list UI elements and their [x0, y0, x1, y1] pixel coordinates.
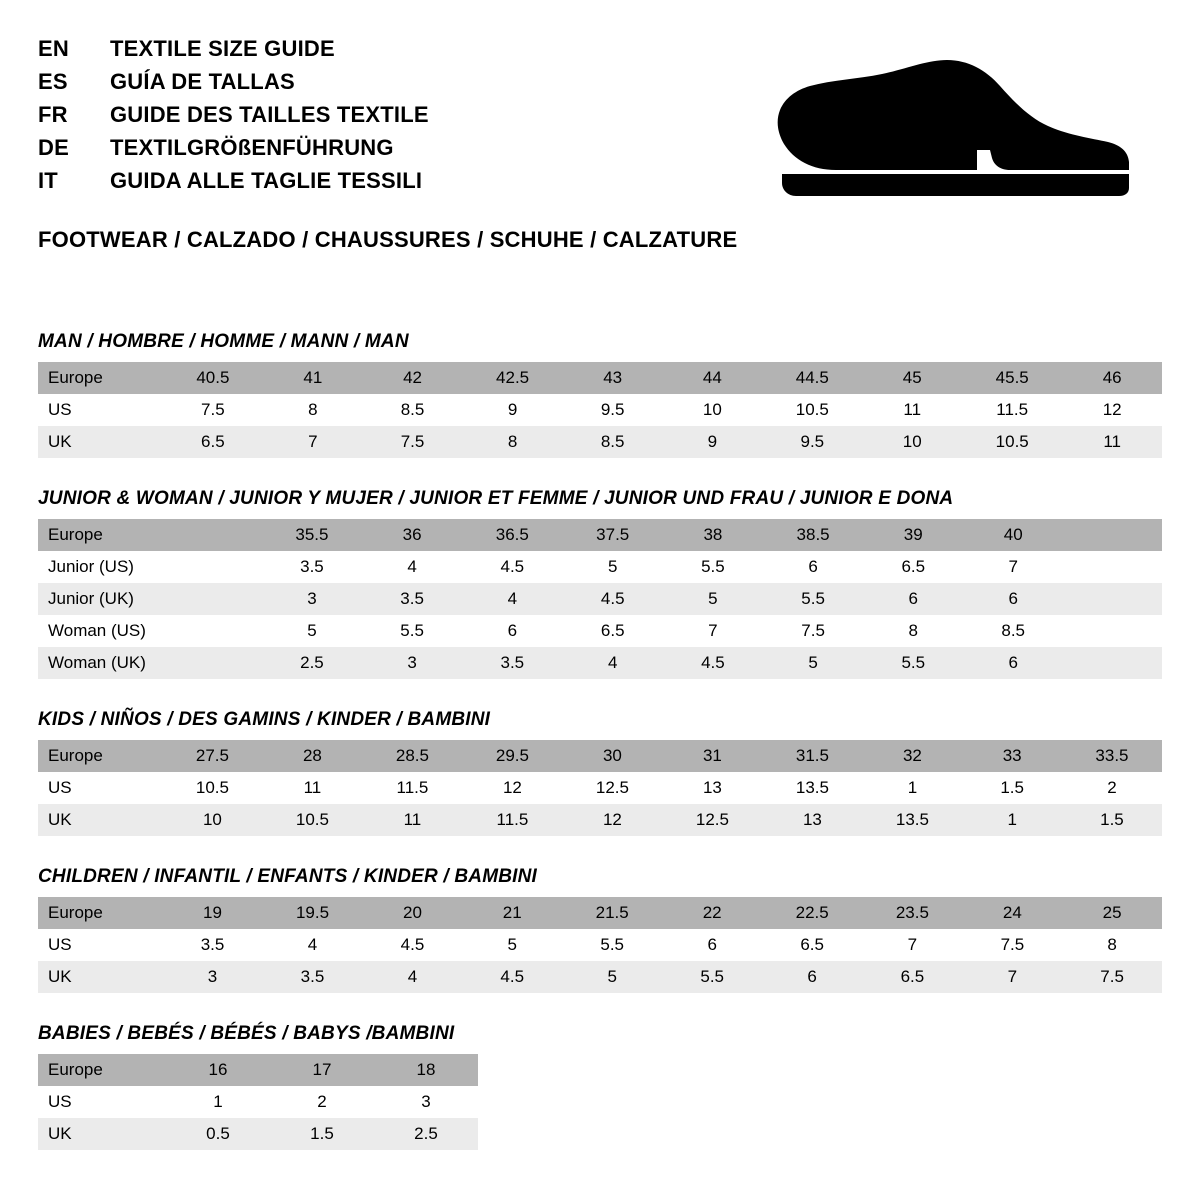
- row-label: Europe: [38, 1054, 166, 1086]
- cell: 29.5: [462, 740, 562, 772]
- cell: 3.5: [163, 929, 263, 961]
- cell: 18: [374, 1054, 478, 1086]
- cell: 3.5: [462, 647, 562, 679]
- table-row: [38, 362, 1162, 394]
- section-title: CHILDREN / INFANTIL / ENFANTS / KINDER / BAMBINI: [38, 866, 538, 887]
- cell: 6: [763, 551, 863, 583]
- table-row: [38, 647, 1162, 679]
- cell: 4: [563, 647, 663, 679]
- cell: 22.5: [762, 897, 862, 929]
- cell: 6: [863, 583, 963, 615]
- section-kids: [38, 709, 1162, 836]
- size-table: [38, 1054, 478, 1150]
- cell: 40.5: [163, 362, 263, 394]
- cell: 4: [363, 961, 463, 993]
- cell: 41: [263, 362, 363, 394]
- language-code: FR: [38, 102, 68, 127]
- size-table: [38, 362, 1162, 458]
- cell: 3: [262, 583, 362, 615]
- language-code: EN: [38, 36, 69, 61]
- cell: 5.5: [663, 551, 763, 583]
- cell: 10.5: [262, 804, 362, 836]
- cell: 8.5: [963, 615, 1063, 647]
- cell: 44.5: [762, 362, 862, 394]
- table-row: [38, 1054, 478, 1086]
- cell: 5: [262, 615, 362, 647]
- cell: 10.5: [762, 394, 862, 426]
- section-children: [38, 866, 1162, 993]
- page-header: [38, 36, 1162, 253]
- cell: 1.5: [270, 1118, 374, 1150]
- cell: 12: [462, 772, 562, 804]
- cell: 5: [562, 961, 662, 993]
- cell: 2.5: [374, 1118, 478, 1150]
- language-title: TEXTILGRÖßENFÜHRUNG: [110, 135, 394, 160]
- table-row: [38, 394, 1162, 426]
- cell: 5: [663, 583, 763, 615]
- cell: 9.5: [762, 426, 862, 458]
- cell: 39: [863, 519, 963, 551]
- cell: 11: [262, 772, 362, 804]
- cell: 35.5: [262, 519, 362, 551]
- cell: 4.5: [462, 551, 562, 583]
- cell: 33: [962, 740, 1061, 772]
- cell: 8: [863, 615, 963, 647]
- cell: 11.5: [962, 394, 1062, 426]
- cell: 6: [462, 615, 562, 647]
- cell: 10: [162, 804, 262, 836]
- row-label: Europe: [38, 740, 162, 772]
- row-label: US: [38, 394, 163, 426]
- cell: [1063, 615, 1162, 647]
- row-label: UK: [38, 1118, 166, 1150]
- table-row: [38, 772, 1162, 804]
- cell: 3: [374, 1086, 478, 1118]
- cell: 10.5: [962, 426, 1062, 458]
- cell: 21.5: [562, 897, 662, 929]
- cell: 9.5: [563, 394, 663, 426]
- cell: 11: [1062, 426, 1162, 458]
- cell: 1.5: [962, 772, 1061, 804]
- row-label: UK: [38, 426, 163, 458]
- cell: [1063, 519, 1162, 551]
- row-label: UK: [38, 804, 162, 836]
- cell: 4: [262, 929, 362, 961]
- cell: 8: [462, 426, 562, 458]
- cell: 1: [862, 772, 962, 804]
- cell: 4: [462, 583, 562, 615]
- cell: 5: [462, 929, 562, 961]
- cell: 3.5: [262, 551, 362, 583]
- cell: 12: [562, 804, 662, 836]
- cell: 25: [1062, 897, 1162, 929]
- cell: 4.5: [462, 961, 562, 993]
- cell: 6.5: [163, 426, 263, 458]
- cell: 24: [963, 897, 1063, 929]
- row-label: US: [38, 1086, 166, 1118]
- cell: 10.5: [162, 772, 262, 804]
- language-code: ES: [38, 69, 68, 94]
- cell: 31.5: [762, 740, 862, 772]
- cell: 6.5: [862, 961, 962, 993]
- cell: 21: [462, 897, 562, 929]
- table-row: [38, 426, 1162, 458]
- cell: 12: [1062, 394, 1162, 426]
- cell: 0.5: [166, 1118, 270, 1150]
- cell: [163, 615, 262, 647]
- cell: 46: [1062, 362, 1162, 394]
- cell: 27.5: [162, 740, 262, 772]
- language-code: DE: [38, 135, 69, 160]
- cell: 32: [862, 740, 962, 772]
- cell: 5: [763, 647, 863, 679]
- language-title: GUÍA DE TALLAS: [110, 69, 295, 94]
- row-label: Woman (US): [38, 615, 163, 647]
- cell: 9: [663, 426, 763, 458]
- cell: 7: [663, 615, 763, 647]
- table-row: [38, 804, 1162, 836]
- cell: 6: [963, 583, 1063, 615]
- cell: 3: [362, 647, 462, 679]
- cell: 19.5: [262, 897, 362, 929]
- cell: 28.5: [362, 740, 462, 772]
- cell: 7.5: [963, 929, 1063, 961]
- cell: 10: [663, 394, 763, 426]
- cell: 45.5: [962, 362, 1062, 394]
- row-label: US: [38, 772, 162, 804]
- cell: 5.5: [763, 583, 863, 615]
- cell: [163, 551, 262, 583]
- table-row: [38, 615, 1162, 647]
- cell: 7.5: [763, 615, 863, 647]
- table-row: [38, 740, 1162, 772]
- cell: 10: [862, 426, 962, 458]
- row-label: Junior (UK): [38, 583, 163, 615]
- table-row: [38, 583, 1162, 615]
- table-row: [38, 1086, 478, 1118]
- cell: 7.5: [163, 394, 263, 426]
- cell: 4.5: [663, 647, 763, 679]
- cell: 20: [363, 897, 463, 929]
- cell: 38: [663, 519, 763, 551]
- cell: 16: [166, 1054, 270, 1086]
- size-tables: [38, 331, 1162, 1150]
- cell: 5.5: [863, 647, 963, 679]
- cell: 7: [263, 426, 363, 458]
- cell: 9: [462, 394, 562, 426]
- cell: [1063, 647, 1162, 679]
- section-babies: [38, 1023, 1162, 1150]
- language-code: IT: [38, 168, 58, 193]
- cell: 4.5: [563, 583, 663, 615]
- category-title: FOOTWEAR / CALZADO / CHAUSSURES / SCHUHE / CALZATURE: [38, 227, 738, 252]
- cell: 2: [270, 1086, 374, 1118]
- size-table: [38, 519, 1162, 679]
- table-row: [38, 551, 1162, 583]
- cell: 7.5: [363, 426, 463, 458]
- cell: 8.5: [363, 394, 463, 426]
- cell: 6: [963, 647, 1063, 679]
- cell: 42: [363, 362, 463, 394]
- section-title: JUNIOR & WOMAN / JUNIOR Y MUJER / JUNIOR ET FEMME / JUNIOR UND FRAU / JUNIOR E DONA: [38, 488, 954, 509]
- cell: 7: [862, 929, 962, 961]
- cell: 36: [362, 519, 462, 551]
- cell: 6: [662, 929, 762, 961]
- cell: 2.5: [262, 647, 362, 679]
- cell: 13.5: [862, 804, 962, 836]
- row-label: Europe: [38, 362, 163, 394]
- cell: 3.5: [262, 961, 362, 993]
- cell: 4: [362, 551, 462, 583]
- cell: 2: [1062, 772, 1162, 804]
- cell: 37.5: [563, 519, 663, 551]
- cell: 5: [563, 551, 663, 583]
- section-junior-woman: [38, 488, 1162, 679]
- row-label: Europe: [38, 519, 163, 551]
- cell: 30: [562, 740, 662, 772]
- language-title: GUIDE DES TAILLES TEXTILE: [110, 102, 429, 127]
- row-label: Junior (US): [38, 551, 163, 583]
- size-table: [38, 740, 1162, 836]
- section-man: [38, 331, 1162, 458]
- table-row: [38, 1118, 478, 1150]
- cell: 28: [262, 740, 362, 772]
- cell: 13.5: [762, 772, 862, 804]
- dress-shoe-icon: [772, 52, 1132, 202]
- table-row: [38, 929, 1162, 961]
- size-table: [38, 897, 1162, 993]
- table-row: [38, 897, 1162, 929]
- cell: 42.5: [462, 362, 562, 394]
- cell: 38.5: [763, 519, 863, 551]
- cell: 12.5: [662, 804, 762, 836]
- cell: 6.5: [863, 551, 963, 583]
- cell: [1063, 583, 1162, 615]
- cell: 3.5: [362, 583, 462, 615]
- cell: 44: [663, 362, 763, 394]
- cell: 3: [163, 961, 263, 993]
- cell: 7: [963, 551, 1063, 583]
- cell: 8.5: [563, 426, 663, 458]
- language-title: TEXTILE SIZE GUIDE: [110, 36, 335, 61]
- cell: 45: [862, 362, 962, 394]
- cell: 43: [563, 362, 663, 394]
- row-label: Europe: [38, 897, 163, 929]
- cell: 8: [263, 394, 363, 426]
- row-label: US: [38, 929, 163, 961]
- cell: 19: [163, 897, 263, 929]
- cell: 36.5: [462, 519, 562, 551]
- cell: 1.5: [1062, 804, 1162, 836]
- cell: 5.5: [362, 615, 462, 647]
- cell: 11: [362, 804, 462, 836]
- cell: 33.5: [1062, 740, 1162, 772]
- cell: 13: [662, 772, 762, 804]
- cell: 11: [862, 394, 962, 426]
- cell: 12.5: [562, 772, 662, 804]
- cell: 40: [963, 519, 1063, 551]
- cell: [163, 583, 262, 615]
- cell: 7: [963, 961, 1063, 993]
- cell: 6: [762, 961, 862, 993]
- cell: 11.5: [362, 772, 462, 804]
- section-title: BABIES / BEBÉS / BÉBÉS / BABYS /BAMBINI: [38, 1023, 455, 1044]
- cell: 4.5: [363, 929, 463, 961]
- table-row: [38, 519, 1162, 551]
- row-label: Woman (UK): [38, 647, 163, 679]
- section-title: MAN / HOMBRE / HOMME / MANN / MAN: [38, 331, 409, 352]
- cell: [163, 647, 262, 679]
- cell: 8: [1062, 929, 1162, 961]
- cell: 11.5: [462, 804, 562, 836]
- cell: 6.5: [762, 929, 862, 961]
- section-title: KIDS / NIÑOS / DES GAMINS / KINDER / BAMBINI: [38, 709, 491, 730]
- cell: 13: [762, 804, 862, 836]
- cell: 5.5: [562, 929, 662, 961]
- cell: 6.5: [563, 615, 663, 647]
- cell: [163, 519, 262, 551]
- cell: 31: [662, 740, 762, 772]
- cell: 1: [166, 1086, 270, 1118]
- cell: [1063, 551, 1162, 583]
- cell: 5.5: [662, 961, 762, 993]
- table-row: [38, 961, 1162, 993]
- cell: 17: [270, 1054, 374, 1086]
- cell: 23.5: [862, 897, 962, 929]
- row-label: UK: [38, 961, 163, 993]
- cell: 7.5: [1062, 961, 1162, 993]
- cell: 1: [962, 804, 1061, 836]
- cell: 22: [662, 897, 762, 929]
- language-title: GUIDA ALLE TAGLIE TESSILI: [110, 168, 423, 193]
